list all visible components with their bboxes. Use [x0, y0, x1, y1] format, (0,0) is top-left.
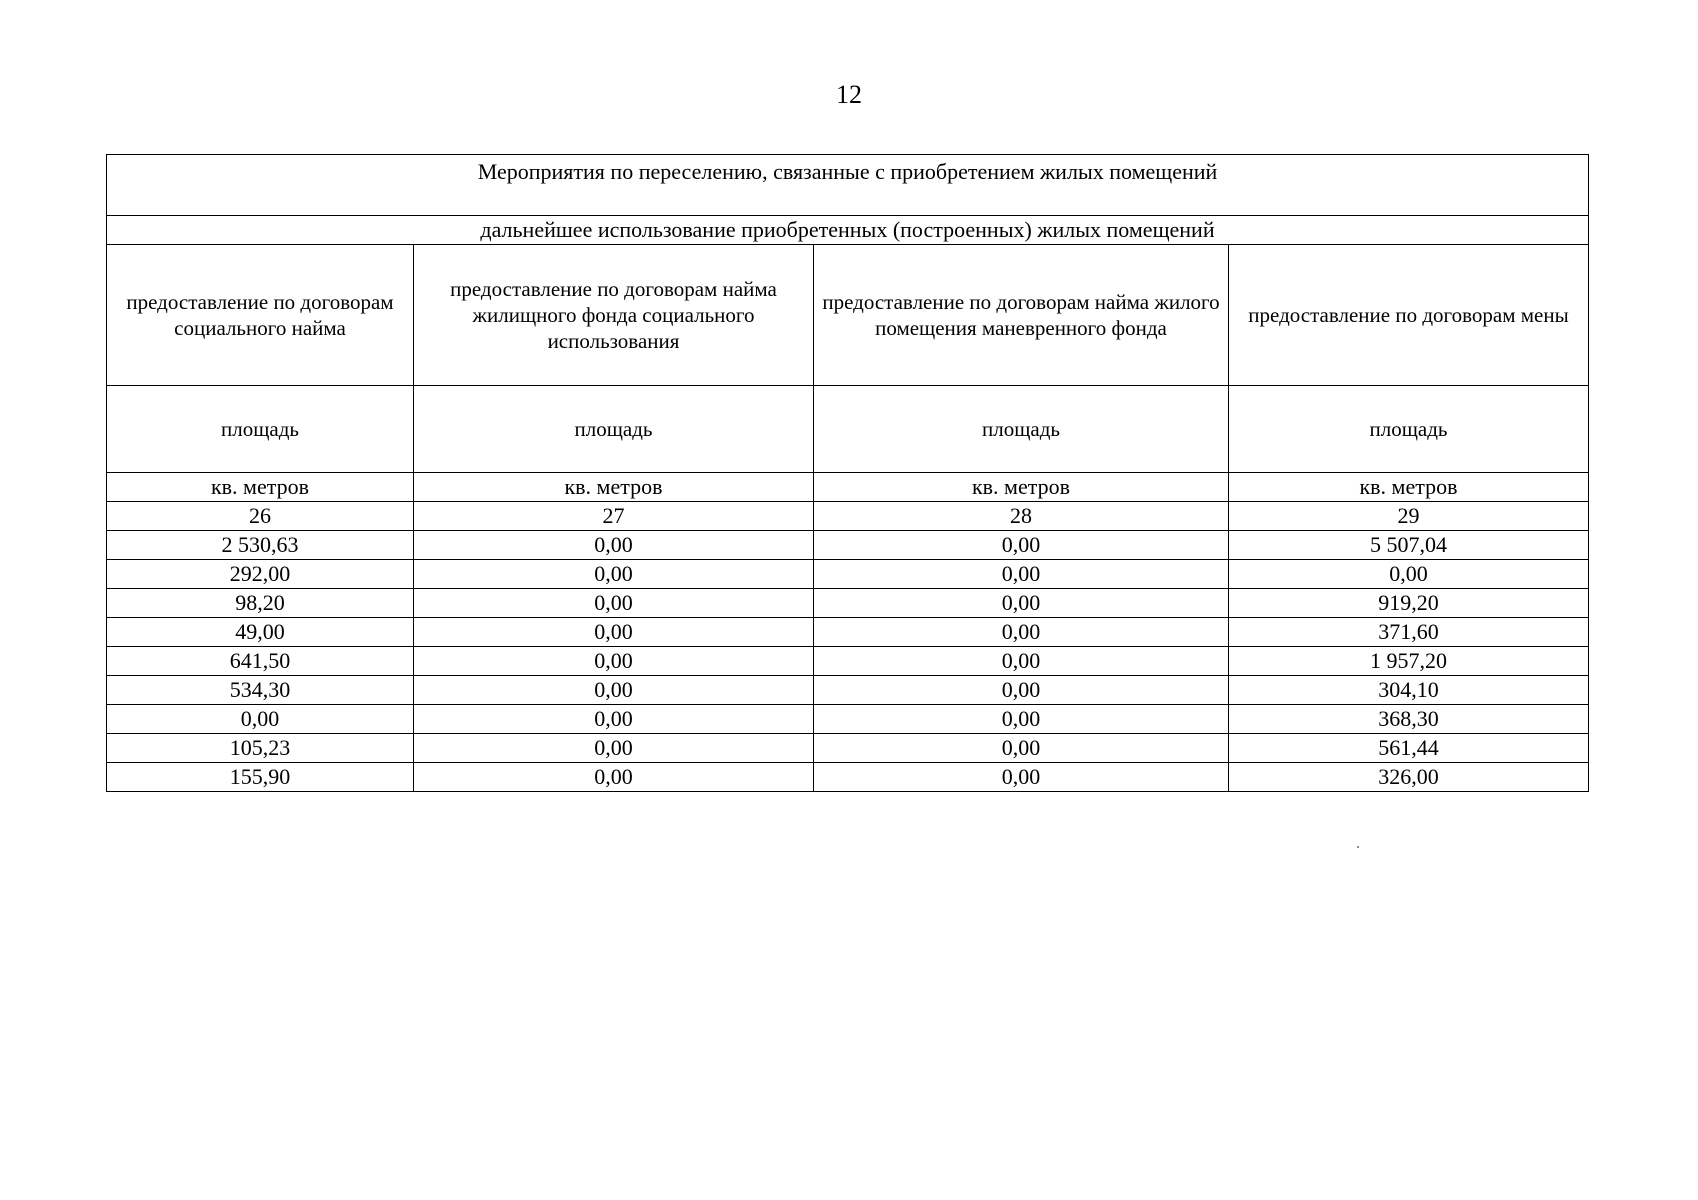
table-cell: 0,00 [814, 763, 1229, 792]
table-cell: 0,00 [814, 647, 1229, 676]
table-cell: 534,30 [107, 676, 414, 705]
table-row [107, 560, 1589, 589]
table-cell: 2 530,63 [107, 531, 414, 560]
area-label: площадь [1229, 386, 1589, 473]
table-row [107, 705, 1589, 734]
unit-row [107, 473, 1589, 502]
page-number: 12 [836, 80, 862, 109]
column-header: предоставление по договорам социального найма [107, 245, 414, 386]
table-title: Мероприятия по переселению, связанные с приобретением жилых помещений [107, 155, 1589, 216]
table-cell: 292,00 [107, 560, 414, 589]
area-label: площадь [814, 386, 1229, 473]
table-cell: 919,20 [1229, 589, 1589, 618]
table-row [107, 763, 1589, 792]
table-title-row [107, 155, 1589, 216]
column-number-row [107, 502, 1589, 531]
table-cell: 0,00 [414, 560, 814, 589]
table-cell: 0,00 [414, 618, 814, 647]
table-cell: 0,00 [414, 676, 814, 705]
table-cell: 98,20 [107, 589, 414, 618]
column-header: предоставление по договорам мены [1229, 245, 1589, 386]
column-number: 27 [414, 502, 814, 531]
table-cell: 0,00 [814, 705, 1229, 734]
table-row [107, 734, 1589, 763]
table-cell: 1 957,20 [1229, 647, 1589, 676]
column-header-row [107, 245, 1589, 386]
column-number: 26 [107, 502, 414, 531]
table-cell: 0,00 [814, 589, 1229, 618]
area-label: площадь [414, 386, 814, 473]
table-cell: 326,00 [1229, 763, 1589, 792]
table-cell: 0,00 [814, 734, 1229, 763]
table-cell: 641,50 [107, 647, 414, 676]
table-cell: 0,00 [107, 705, 414, 734]
unit-label: кв. метров [814, 473, 1229, 502]
column-number: 29 [1229, 502, 1589, 531]
table-cell: 105,23 [107, 734, 414, 763]
column-number: 28 [814, 502, 1229, 531]
table-cell: 0,00 [1229, 560, 1589, 589]
table-cell: 0,00 [414, 589, 814, 618]
unit-label: кв. метров [107, 473, 414, 502]
column-header: предоставление по договорам найма жилищного фонда социального использования [414, 245, 814, 386]
column-header: предоставление по договорам найма жилого помещения маневренного фонда [814, 245, 1229, 386]
table-cell: 155,90 [107, 763, 414, 792]
unit-label: кв. метров [1229, 473, 1589, 502]
unit-label: кв. метров [414, 473, 814, 502]
table-cell: 0,00 [814, 560, 1229, 589]
area-label: площадь [107, 386, 414, 473]
table-cell: 0,00 [814, 676, 1229, 705]
table-cell: 0,00 [414, 531, 814, 560]
table-subtitle: дальнейшее использование приобретенных (построенных) жилых помещений [107, 216, 1589, 245]
table-row [107, 618, 1589, 647]
table-cell: 0,00 [414, 734, 814, 763]
table-cell: 0,00 [414, 705, 814, 734]
area-label-row [107, 386, 1589, 473]
table-cell: 561,44 [1229, 734, 1589, 763]
table-cell: 5 507,04 [1229, 531, 1589, 560]
table-cell: 49,00 [107, 618, 414, 647]
table-cell: 371,60 [1229, 618, 1589, 647]
table-cell: 0,00 [814, 618, 1229, 647]
table-row [107, 647, 1589, 676]
table-cell: 0,00 [414, 763, 814, 792]
table-cell: 0,00 [414, 647, 814, 676]
resettlement-table [106, 154, 1589, 792]
table-row [107, 676, 1589, 705]
table-cell: 0,00 [814, 531, 1229, 560]
scan-speck [1357, 846, 1359, 848]
table-cell: 304,10 [1229, 676, 1589, 705]
table-subtitle-row [107, 216, 1589, 245]
table-row [107, 589, 1589, 618]
table-row [107, 531, 1589, 560]
table-cell: 368,30 [1229, 705, 1589, 734]
